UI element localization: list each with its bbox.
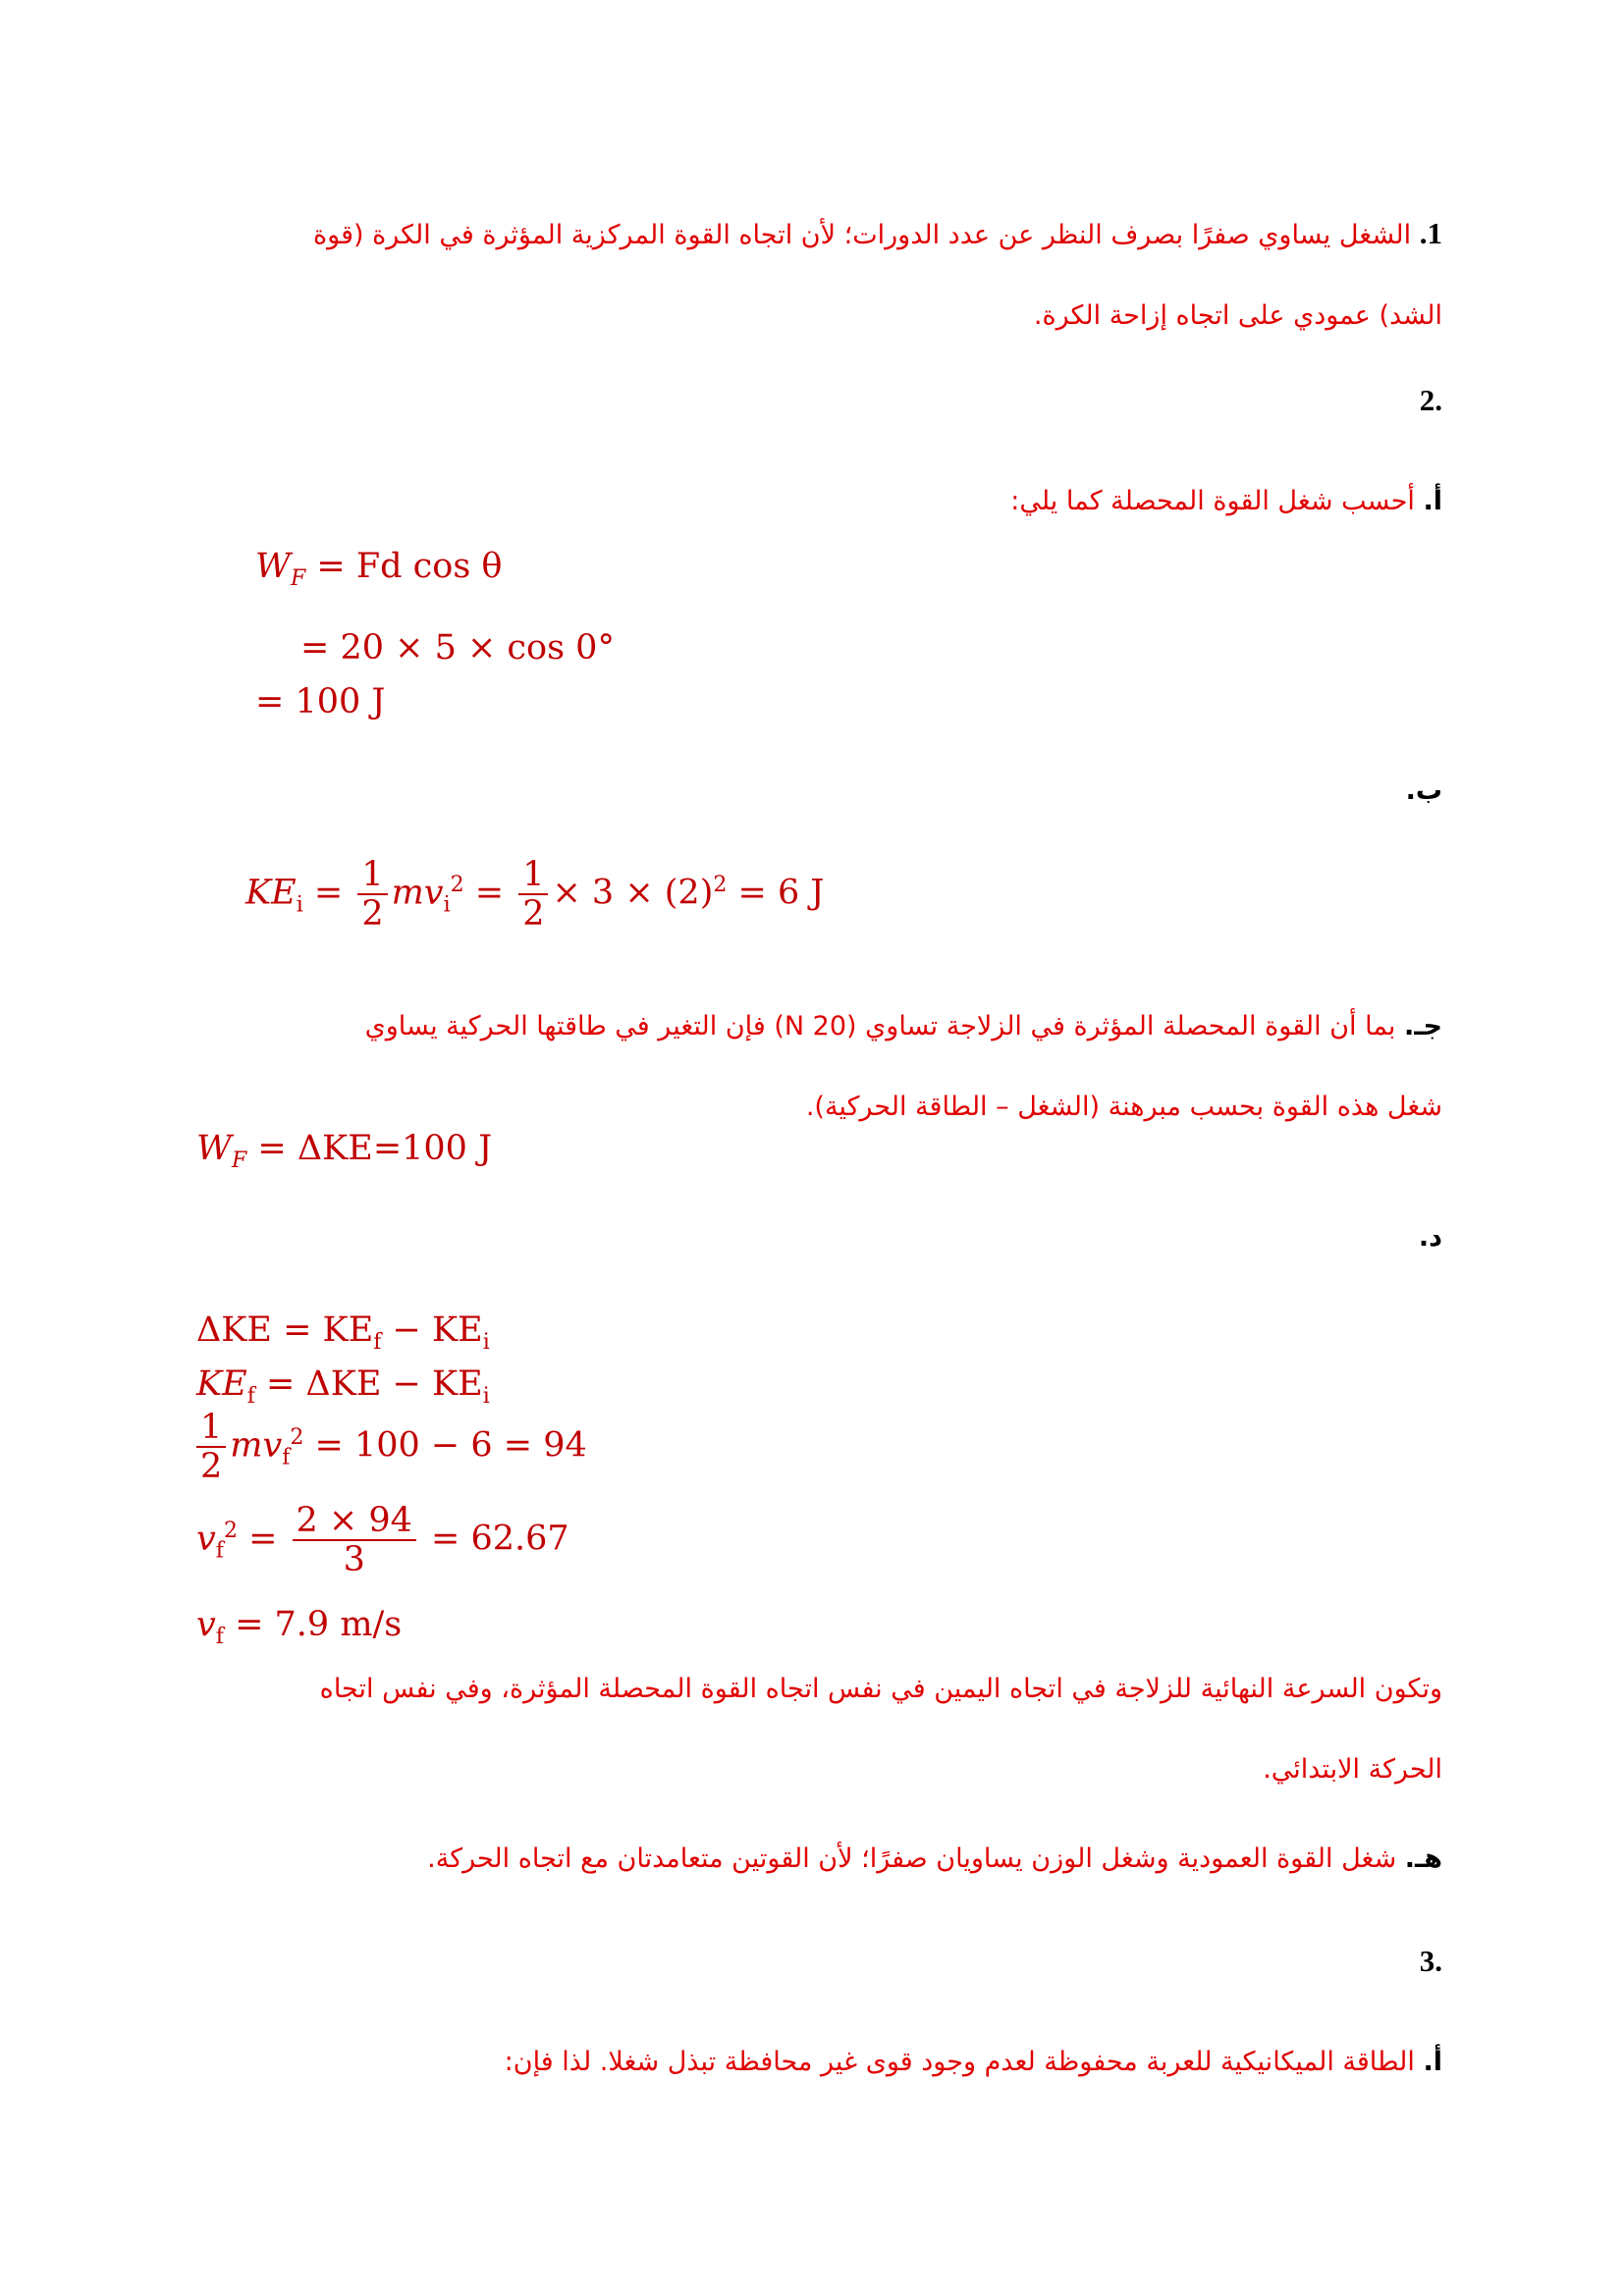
q3a-line: أ. الطاقة الميكانيكية للعربة محفوظة لعدم وجود قوى غير محافظة تبذل شغلا. لذا فإن:	[504, 2047, 1442, 2077]
q2-heading: .2	[1419, 383, 1442, 417]
q2d-conclusion	[166, 1649, 1442, 1810]
q2c-paragraph	[166, 987, 1442, 1148]
q2c-label: جـ.	[1404, 1011, 1442, 1041]
q2a-label: أ.	[1423, 486, 1442, 516]
fraction-half: $\frac{1}{2}$	[196, 1409, 226, 1485]
q2d-label-line	[1419, 1222, 1442, 1253]
q2e-label: هـ.	[1404, 1843, 1442, 1874]
q2c-line2: شغل هذه القوة بحسب مبرهنة (الشغل – الطاقة الحركية).	[805, 1092, 1442, 1122]
q1-line2: الشد) عمودي على اتجاه إزاحة الكرة.	[1033, 300, 1442, 331]
q2d-eq3: $\frac{1}{2}$ $mv_f^2 = 100 - 6 = 94$	[196, 1409, 587, 1485]
q2a-eq3: = 100 J	[255, 682, 386, 721]
q2d-conclusion-line2: الحركة الابتدائي.	[1263, 1754, 1442, 1785]
q2c-equation: $W_F = \Delta KE=100$ J	[196, 1129, 493, 1173]
q2d-label: د.	[1418, 1222, 1442, 1253]
q2b-label: ب.	[1405, 775, 1442, 806]
q3a-label: أ.	[1423, 2047, 1442, 2077]
q2d-conclusion-line1: وتكون السرعة النهائية للزلاجة في اتجاه اليمين في نفس اتجاه القوة المحصلة المؤثرة، وفي نفس اتجاه	[319, 1674, 1442, 1704]
fraction-velocity-squared: $\frac{2 \times 94}{3}$	[293, 1502, 416, 1578]
q2c-line1: جـ. بما أن القوة المحصلة المؤثرة في الزلاجة تساوي (N 20) فإن التغير في طاقتها الحركية يساوي	[364, 1011, 1442, 1041]
q2a-intro: أ. أحسب شغل القوة المحصلة كما يلي:	[1010, 486, 1442, 516]
fraction-half: $\frac{1}{2}$	[518, 856, 548, 933]
q2b-label-line	[1406, 775, 1442, 806]
q2d-eq4: $v_f^2$ = $\frac{2 \times 94}{3}$ = 62.67	[196, 1501, 569, 1579]
fraction-half: $\frac{1}{2}$	[357, 856, 387, 933]
q3-heading: .3	[1419, 1944, 1442, 1978]
q2a-eq1: $W_F = Fd$ cos θ	[255, 547, 503, 591]
q1-number: 1.	[1419, 216, 1442, 250]
q2d-eq1: $\Delta KE = KE_f - KE_i$	[196, 1310, 490, 1355]
q2d-eq2: $KE_f = \Delta KE - KE_i$	[196, 1364, 490, 1409]
q1-line1: 1. الشغل يساوي صفرًا بصرف النظر عن عدد الدورات؛ لأن اتجاه القوة المركزية المؤثرة في الكرة (قوة	[312, 216, 1442, 250]
q2d-eq5: $v_f = 7.9$ m/s	[196, 1605, 403, 1649]
q1-paragraph	[166, 193, 1442, 356]
q2e-line: هـ. شغل القوة العمودية وشغل الوزن يساويان صفرًا؛ لأن القوتين متعامدتان مع اتجاه الحركة.	[427, 1843, 1442, 1874]
q2b-ke-equation: $KE_i$ = $\frac{1}{2}$ $mv_i^2$ = $\frac{1}{2}$ × $3 \times (2)^2 = 6$ J	[245, 855, 825, 934]
q2a-eq2: = 20 × 5 × cos 0°	[300, 628, 615, 667]
